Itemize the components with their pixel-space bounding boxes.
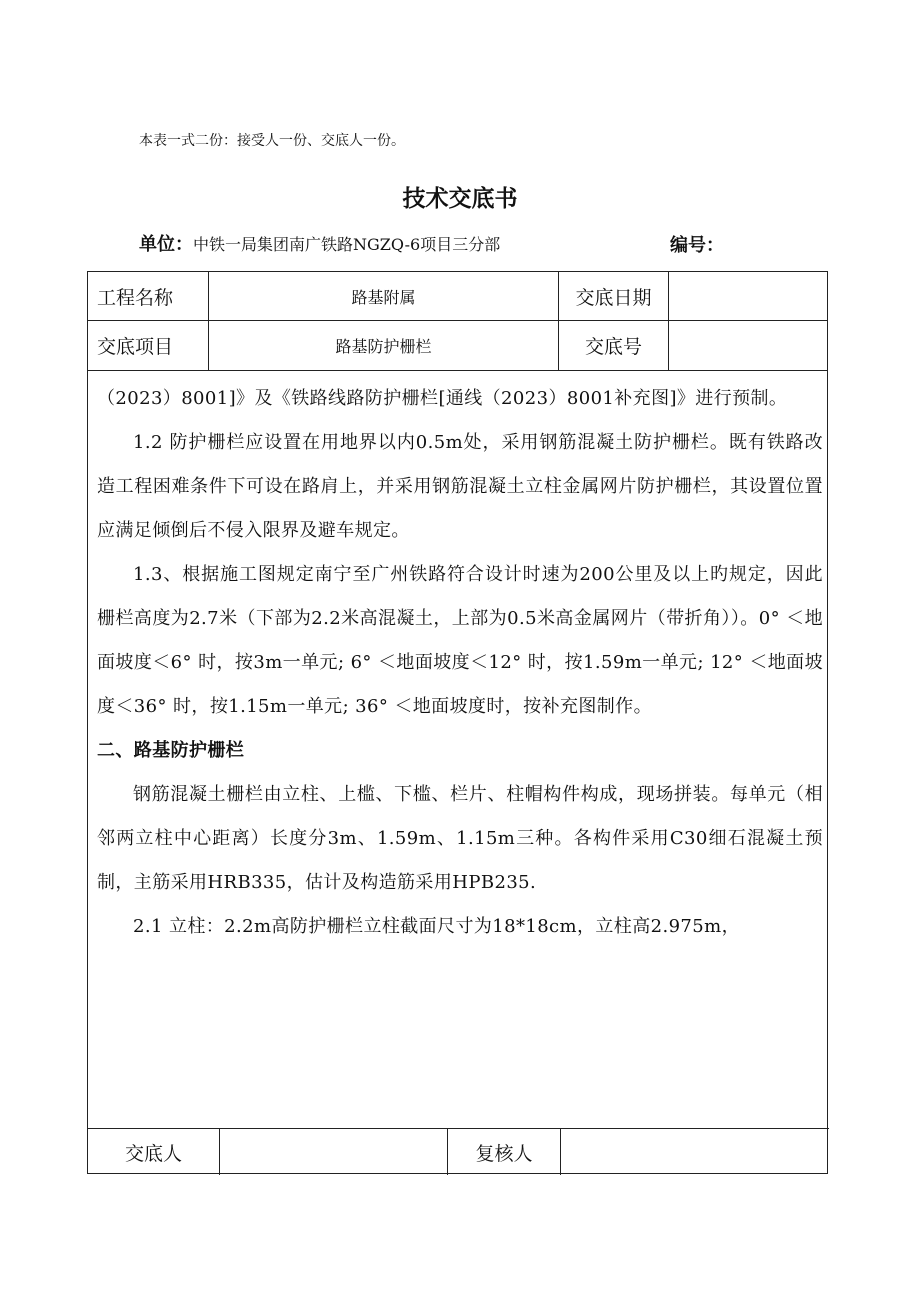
project-name-label: 工程名称 [88, 272, 209, 321]
disclosure-date-value [669, 272, 827, 321]
disclosure-item-label: 交底项目 [88, 321, 209, 371]
discloser-label: 交底人 [88, 1129, 220, 1175]
disclosure-item-value: 路基防护栅栏 [209, 321, 559, 371]
reviewer-label: 复核人 [448, 1129, 561, 1175]
discloser-value [220, 1129, 448, 1175]
page-title: 技术交底书 [402, 186, 518, 212]
paragraph-section-2: 钢筋混凝土栅栏由立柱、上槛、下槛、栏片、柱帽构件构成，现场拼装。每单元（相邻两立柱中心距离）长度分3m、1.59m、1.15m三种。各构件采用C30细石混凝土预制，主筋采用HRB335，估计及构造筋采用HPB235. [97, 784, 823, 893]
disclosure-no-label: 交底号 [559, 321, 669, 371]
paragraph-1-3: 1.3、根据施工图规定南宁至广州铁路符合设计时速为200公里及以上旳规定，因此栅栏高度为2.7米（下部为2.2米高混凝土，上部为0.5米高金属网片（带折角））。0° ＜地面坡度＜6° 时，按3m一单元; 6° ＜地面坡度＜12° 时，按1.59m一单元; 12° ＜地面坡度＜36° 时，按1.15m一单元; 36° ＜地面坡度时，按补充图制作。 [97, 564, 823, 717]
disclosure-content [97, 377, 823, 949]
paragraph-1-2: 1.2 防护栅栏应设置在用地界以内0.5m处，采用钢筋混凝土防护栅栏。既有铁路改造工程困难条件下可设在路肩上，并采用钢筋混凝土立柱金属网片防护栅栏，其设置位置应满足倾倒后不侵入限界及避车规定。 [97, 432, 823, 541]
paragraph-2-1: 2.1 立柱：2.2m高防护栅栏立柱截面尺寸为18*18cm，立柱高2.975m， [133, 916, 740, 937]
copies-note: 本表一式二份：接受人一份、交底人一份。 [139, 133, 405, 149]
code-label: 编号： [670, 235, 724, 256]
unit-label: 单位： [139, 234, 193, 255]
paragraph-continued: （2023）8001]》及《铁路线路防护栅栏[通线（2023）8001补充图]》进行预制。 [97, 388, 788, 409]
project-name-value: 路基附属 [209, 272, 559, 321]
unit-line [139, 230, 839, 256]
disclosure-no-value [669, 321, 827, 371]
section-heading: 二、路基防护栅栏 [97, 740, 245, 761]
reviewer-value [561, 1129, 827, 1175]
unit-value: 中铁一局集团南广铁路NGZQ-6项目三分部 [193, 235, 501, 254]
signature-row [88, 1128, 829, 1175]
disclosure-date-label: 交底日期 [559, 272, 669, 321]
